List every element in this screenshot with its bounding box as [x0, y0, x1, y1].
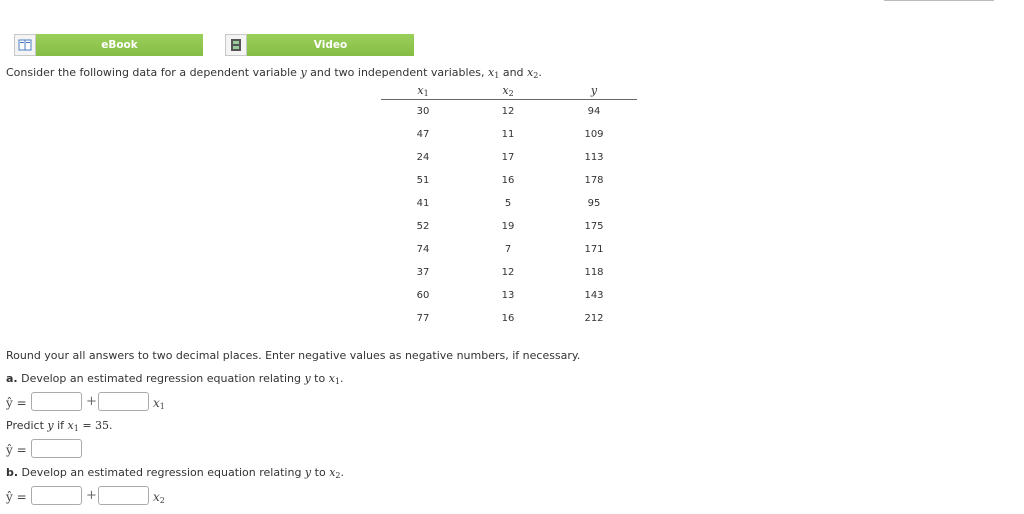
film-icon	[225, 34, 247, 56]
cell-x1: 37	[416, 267, 430, 278]
part-b-slope-input[interactable]	[98, 486, 149, 505]
cell-x2: 7	[504, 244, 512, 255]
cell-x1: 74	[416, 244, 430, 255]
cell-y: 143	[584, 290, 604, 301]
cell-y: 171	[584, 244, 604, 255]
cell-x1: 47	[416, 129, 430, 140]
header-x2: $x_2$	[465, 82, 551, 100]
instructions-text: Round your all answers to two decimal places. Enter negative values as negative numbers, if necessary.	[6, 349, 581, 362]
cell-x2: 12	[501, 267, 515, 278]
cell-x1: 52	[416, 221, 430, 232]
part-a-intercept-input[interactable]	[31, 392, 82, 411]
video-label: Video	[247, 34, 414, 56]
table-row	[381, 192, 637, 215]
cell-y: 178	[584, 175, 604, 186]
table-row	[381, 146, 637, 169]
header-x1: $x_1$	[381, 82, 465, 100]
cell-y: 109	[584, 129, 604, 140]
ebook-button[interactable]	[14, 34, 203, 56]
cell-y: 94	[587, 106, 601, 117]
part-a-yhat: ŷ =	[6, 396, 27, 410]
part-b-yhat: ŷ =	[6, 490, 27, 504]
cell-x1: 60	[416, 290, 430, 301]
cell-x2: 11	[501, 129, 515, 140]
predict-value-input[interactable]	[31, 439, 82, 458]
cell-y: 113	[584, 152, 604, 163]
cell-x2: 16	[501, 175, 515, 186]
cell-x2: 19	[501, 221, 515, 232]
predict-yhat: ŷ =	[6, 443, 27, 457]
part-a-plus: +	[86, 394, 97, 409]
part-b-plus: +	[86, 488, 97, 503]
part-a-prompt: a. Develop an estimated regression equation relating y to $x_1$.	[6, 372, 344, 386]
ebook-label: eBook	[36, 34, 203, 56]
cell-x1: 51	[416, 175, 430, 186]
cell-x2: 12	[501, 106, 515, 117]
table-row	[381, 123, 637, 146]
part-a-var: $x_1$	[153, 396, 165, 411]
table-row	[381, 100, 637, 124]
part-a-slope-input[interactable]	[98, 392, 149, 411]
cell-y: 212	[584, 313, 604, 324]
cell-x2: 17	[501, 152, 515, 163]
cell-x2: 16	[501, 313, 515, 324]
part-b-var: $x_2$	[153, 490, 165, 505]
data-table	[381, 82, 637, 330]
table-row	[381, 169, 637, 192]
cell-y: 118	[584, 267, 604, 278]
cell-x1: 41	[416, 198, 430, 209]
cell-x1: 77	[416, 313, 430, 324]
book-icon	[14, 34, 36, 56]
cell-x1: 24	[416, 152, 430, 163]
table-header-row	[381, 82, 637, 100]
part-b-prompt: b. Develop an estimated regression equation relating y to $x_2$.	[6, 466, 344, 480]
cell-x1: 30	[416, 106, 430, 117]
intro-text: Consider the following data for a dependent variable y and two independent variables, $x_1$ and $x_2$.	[6, 66, 542, 80]
part-b-intercept-input[interactable]	[31, 486, 82, 505]
video-button[interactable]	[225, 34, 414, 56]
predict-prompt: Predict y if $x_1 = 35$.	[6, 419, 113, 433]
table-row	[381, 261, 637, 284]
cell-y: 175	[584, 221, 604, 232]
table-row	[381, 307, 637, 330]
cell-x2: 13	[501, 290, 515, 301]
table-row	[381, 284, 637, 307]
cell-y: 95	[587, 198, 601, 209]
table-row	[381, 215, 637, 238]
cell-x2: 5	[504, 198, 512, 209]
table-row	[381, 238, 637, 261]
top-divider	[884, 0, 994, 1]
header-y: y	[551, 82, 637, 100]
